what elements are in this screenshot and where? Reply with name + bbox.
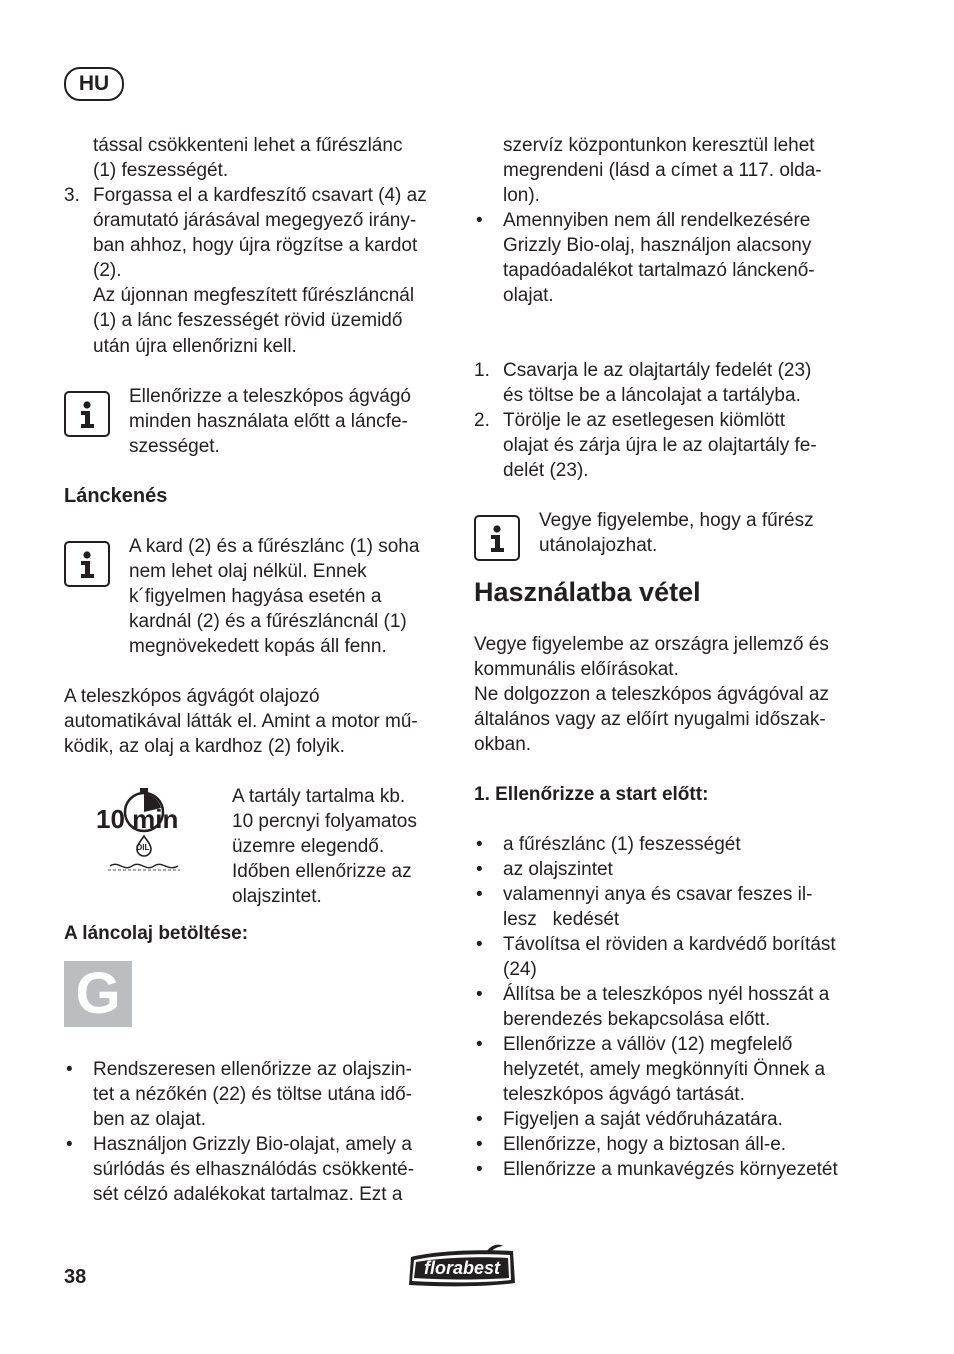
info-note-afteroil: Vegye figyelembe, hogy a fűrész utánolajozhat. — [474, 508, 874, 558]
step-2: 2. Törölje le az esetlegesen kiömlött olajat és zárja újra le az olajtartály fe- delét (23). — [474, 410, 817, 481]
left-column — [64, 133, 454, 1207]
list-item: • Amennyiben nem áll rendelkezésére Grizzly Bio-olaj, használjon alacsony tapadóadalékot tartalmazó lánckenő- olajat. — [476, 210, 815, 306]
list-item: • Ellenőrizze, hogy a biztosan áll-e. — [476, 1134, 787, 1155]
list-item: • valamennyi anya és csavar feszes il- lesz kedését — [476, 884, 813, 930]
ten-min-label: 10 min — [96, 804, 179, 834]
section-title: Használatba vétel — [474, 577, 701, 607]
right-column — [474, 133, 874, 1182]
logo-text: florabest — [423, 1258, 501, 1278]
list-item: • Távolítsa el röviden a kardvédő borítást (24) — [476, 934, 836, 980]
pre-start-checklist — [474, 832, 874, 1182]
list-item: • Ellenőrizze a vállöv (12) megfelelő helyzetét, amely megkönnyíti Önnek a teleszkópos ágvágó tartását. — [476, 1034, 826, 1105]
auto-oiling-text: A teleszkópos ágvágót olajozó automatikával látták el. Amint a motor mű- ködik, az olaj a kardhoz (2) folyik. — [64, 686, 418, 757]
continued-text: tással csökkenteni lehet a fűrészlánc (1) feszességét. — [93, 135, 403, 181]
oil-bullet-list — [64, 1057, 454, 1207]
continued-text: szervíz központunkon keresztül lehet megrendeni (lásd a címet a 117. olda- lon). — [503, 135, 822, 206]
list-item: • Ellenőrizze a munkavégzés környezetét — [476, 1159, 838, 1180]
list-item: • Állítsa be a teleszkópos nyél hosszát a berendezés bekapcsolása előtt. — [476, 984, 830, 1030]
info-icon — [474, 515, 520, 561]
oil-label: OIL — [136, 843, 150, 852]
step-1: 1. Csavarja le az olajtartály fedelét (23) és töltse be a láncolajat a tartályba. — [474, 360, 812, 406]
info-icon — [64, 391, 110, 437]
page-number: 38 — [64, 1266, 87, 1288]
heading-check-before-start: 1. Ellenőrizze a start előtt: — [474, 784, 709, 805]
heading-fill-oil: A láncolaj betöltése: — [64, 923, 249, 944]
info-icon — [64, 541, 110, 587]
info-note-oil: A kard (2) és a fűrészlánc (1) soha nem lehet olaj nélkül. Ennek k´figyelmen hagyása esetén a kardnál (2) és a fűrészláncnál (1) megnövekedett kopás áll fenn. — [64, 534, 454, 659]
language-badge: HU — [64, 67, 124, 101]
list-item: • Figyeljen a saját védőruházatára. — [476, 1109, 783, 1130]
tank-capacity-text: A tartály tartalma kb. 10 percnyi folyamatos üzemre elegendő. Időben ellenőrizze az olajszintet. — [232, 786, 417, 907]
step-3: 3. Forgassa el a kardfeszítő csavart (4) az óramutató járásával megegyező irány- ban ahhoz, hogy újra rögzítse a kardot (2). Az újonnan megfeszített fűrészláncnál (1) a lánc feszességét rövid üzemidő után újra ellenőrizni kell. — [64, 185, 427, 357]
timer-oil-graphic — [94, 784, 204, 884]
figure-g-box: G — [64, 961, 132, 1027]
list-item: • Használjon Grizzly Bio-olajat, amely a súrlódás és elhasználódás csökkenté- sét célzó adalékokat tartalmaz. Ezt a — [66, 1134, 415, 1205]
list-item: • az olajszintet — [476, 859, 613, 880]
info-note-tension: Ellenőrizze a teleszkópos ágvágó minden használata előtt a láncfe- szességet. — [64, 384, 454, 459]
alt-oil-list — [474, 208, 874, 308]
tank-capacity-block — [64, 784, 454, 907]
fill-steps — [474, 358, 874, 483]
list-item: • Rendszeresen ellenőrizze az olajszin- tet a nézőkén (22) és töltse utána idő- ben az olajat. — [66, 1059, 412, 1130]
florabest-logo — [405, 1243, 519, 1298]
chain-icon — [110, 864, 178, 867]
regulations-text: Vegye figyelembe az országra jellemző és kommunális előírásokat. Ne dolgozzon a teleszkópos ágvágóval az általános vagy az előírt nyugalmi időszak- okban. — [474, 634, 829, 755]
heading-lubrication: Lánckenés — [64, 485, 168, 507]
list-item: • a fűrészlánc (1) feszességét — [476, 834, 741, 855]
step-list — [64, 183, 454, 359]
